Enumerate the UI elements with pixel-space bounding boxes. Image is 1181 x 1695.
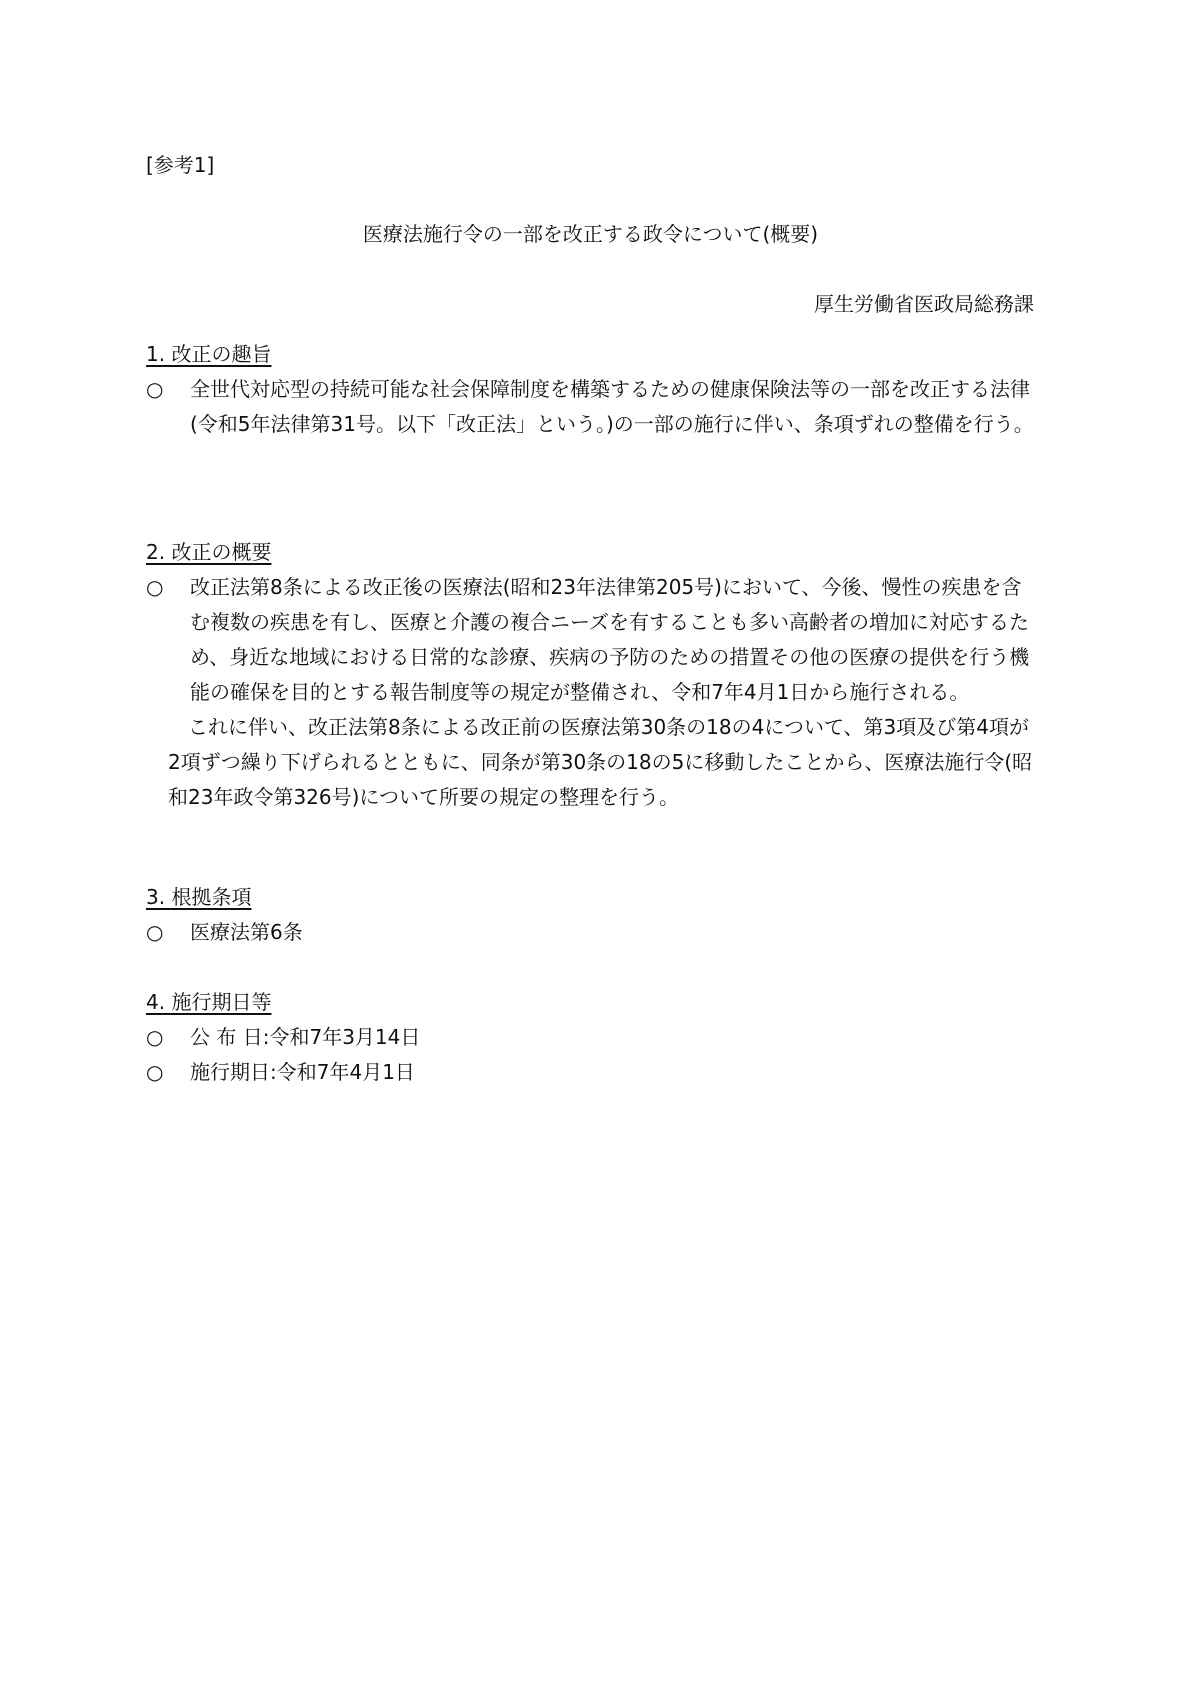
list-item-effective-date — [146, 1055, 1034, 1090]
issuing-organization: 厚生労働省医政局総務課 — [814, 292, 1034, 316]
item-separator: : — [262, 1025, 270, 1049]
section-heading: 1. 改正の趣旨 — [146, 342, 272, 366]
paragraph: 改正法第8条による改正後の医療法(昭和23年法律第205号)において、今後、慢性の疾患を含む複数の疾患を有し、医療と介護の複合ニーズを有することも多い高齢者の増加に対応するため、身近な地域における日常的な診療、疾病の予防のための措置その他の医療の提供を行う機能の確保を目的とする報告制度等の規定が整備され、令和7年4月1日から施行される。 — [190, 575, 1030, 704]
bullet-circle-icon: ○ — [146, 377, 164, 401]
item-value: 令和7年3月14日 — [269, 1025, 421, 1049]
paragraph: 全世代対応型の持続可能な社会保障制度を構築するための健康保険法等の一部を改正する法律(令和5年法律第31号。以下「改正法」という。)の一部の施行に伴い、条項ずれの整備を行う。 — [190, 377, 1034, 436]
item-separator: : — [270, 1060, 277, 1084]
item-label: 施行期日 — [190, 1060, 270, 1084]
bullet-circle-icon: ○ — [146, 1025, 164, 1049]
section-heading: 3. 根拠条項 — [146, 885, 252, 909]
bullet-circle-icon: ○ — [146, 1060, 164, 1084]
list-item-promulgation-date — [146, 1020, 1034, 1055]
item-value: 令和7年4月1日 — [276, 1060, 415, 1084]
paragraph: これに伴い、改正法第8条による改正前の医療法第30条の18の4について、第3項及び第4項が2項ずつ繰り下げられるとともに、同条が第30条の18の5に移動したことから、医療法施行令(昭和23年政令第326号)について所要の規定の整理を行う。 — [168, 715, 1033, 809]
paragraph: 医療法第6条 — [190, 920, 303, 944]
bullet-circle-icon: ○ — [146, 920, 164, 944]
section-legal-basis — [146, 880, 1034, 950]
section-overview — [146, 535, 1034, 815]
section-heading: 4. 施行期日等 — [146, 990, 272, 1014]
list-item — [146, 915, 1034, 950]
document-title: 医療法施行令の一部を改正する政令について(概要) — [362, 222, 819, 246]
item-label: 公 布 日 — [190, 1025, 263, 1049]
reference-label: [参考1] — [146, 153, 215, 177]
section-effective-dates — [146, 985, 1034, 1090]
section-heading: 2. 改正の概要 — [146, 540, 272, 564]
bullet-circle-icon: ○ — [146, 575, 164, 599]
list-item — [146, 372, 1034, 442]
section-purpose — [146, 337, 1034, 442]
list-item — [146, 570, 1034, 710]
